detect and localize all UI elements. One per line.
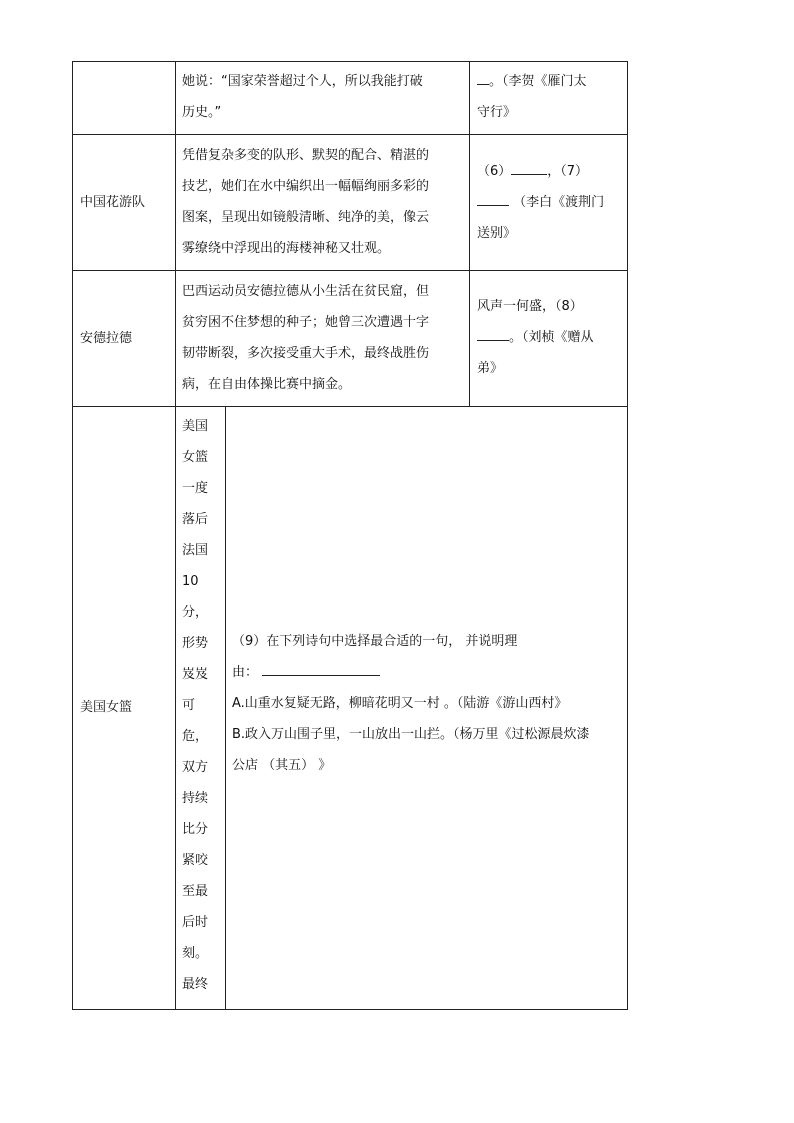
table-border — [72, 61, 628, 62]
desc-line: 贫穷困不住梦想的种子；她曾三次遭遇十字 — [182, 315, 430, 330]
desc-fragment: 法国 — [182, 543, 209, 558]
desc-fragment: 岌岌 — [182, 667, 209, 682]
row-1-description — [182, 66, 467, 128]
desc-fragment: 紧咬 — [182, 853, 209, 868]
row-2-name: 中国花游队 — [80, 195, 146, 210]
desc-fragment: 可 — [182, 698, 196, 713]
desc-line: 历史。” — [182, 105, 222, 120]
desc-line: 韧带断裂，多次接受重大手术，最终战胜伤 — [182, 346, 430, 361]
desc-fragment: 危， — [182, 729, 209, 744]
fill-in-blank[interactable] — [477, 70, 489, 85]
table-border — [72, 1009, 628, 1010]
row-2-poem: （6） ，（7） （李白《渡荆门 送别》 — [477, 156, 625, 249]
desc-fragment: 后时 — [182, 915, 209, 930]
desc-line: 凭借复杂多变的队形、默契的配合、精湛的 — [182, 148, 430, 163]
option-b-line1: B.政入万山围子里，一山放出一山拦。（杨万里《过松源晨炊漆 — [232, 727, 590, 742]
fill-in-blank-6[interactable] — [511, 160, 547, 175]
desc-fragment: 分， — [182, 605, 209, 620]
desc-fragment: 女篮 — [182, 450, 209, 465]
desc-fragment: 一度 — [182, 481, 209, 496]
row-2-description — [182, 140, 467, 264]
desc-fragment: 持续 — [182, 791, 209, 806]
column-divider — [225, 406, 226, 1009]
row-divider — [72, 134, 628, 135]
desc-fragment: 比分 — [182, 822, 209, 837]
table-border — [72, 61, 73, 1010]
row-3-poem: 风声一何盛，（8） 。（刘桢《赠从 弟》 — [477, 299, 594, 376]
table-border — [627, 61, 628, 1010]
row-3-description — [182, 276, 467, 400]
desc-line: 巴西运动员安德拉德从小生活在贫民窟，但 — [182, 284, 430, 299]
desc-line: 图案，呈现出如镜般清晰、纯净的美，像云 — [182, 210, 430, 225]
option-a: A.山重水复疑无路，柳暗花明又一村 。（陆游《游山西村》 — [232, 696, 568, 711]
row-4-description — [182, 411, 218, 1000]
desc-fragment: 至最 — [182, 884, 209, 899]
desc-fragment: 美国 — [182, 419, 209, 434]
desc-line: 她说：“国家荣誉超过个人，所以我能打破 — [182, 74, 423, 89]
desc-line: 技艺，她们在水中编织出一幅幅绚丽多彩的 — [182, 179, 430, 194]
fill-in-blank-7[interactable] — [477, 191, 509, 206]
desc-fragment: 落后 — [182, 512, 209, 527]
column-divider — [469, 61, 470, 406]
fill-in-blank-8[interactable] — [477, 326, 509, 341]
row-divider — [72, 406, 628, 407]
desc-fragment: 形势 — [182, 636, 209, 651]
row-4-name: 美国女篮 — [80, 700, 133, 715]
question-9: （9）在下列诗句中选择最合适的一句， 并说明理 由： A.山重水复疑无路，柳暗花明又一村 。（陆游《游山西村》 B.政入万山围子里，一山放出一山拦。（杨万里《过松源晨炊漆 公店 （其五） 》 — [232, 626, 626, 781]
option-b-line2: 公店 （其五） 》 — [232, 758, 332, 773]
reason-answer-blank[interactable] — [262, 661, 380, 676]
desc-fragment: 最终 — [182, 977, 209, 992]
desc-fragment: 刻。 — [182, 946, 209, 961]
row-divider — [72, 270, 628, 271]
desc-fragment: 10 — [182, 574, 199, 589]
column-divider — [175, 61, 176, 1010]
desc-line: 病，在自由体操比赛中摘金。 — [182, 377, 352, 392]
row-3-name: 安德拉德 — [80, 331, 133, 346]
desc-line: 雾缭绕中浮现出的海楼神秘又壮观。 — [182, 241, 391, 256]
desc-fragment: 双方 — [182, 760, 209, 775]
row-1-poem: 。（李贺《雁门太 守行》 — [477, 66, 625, 128]
